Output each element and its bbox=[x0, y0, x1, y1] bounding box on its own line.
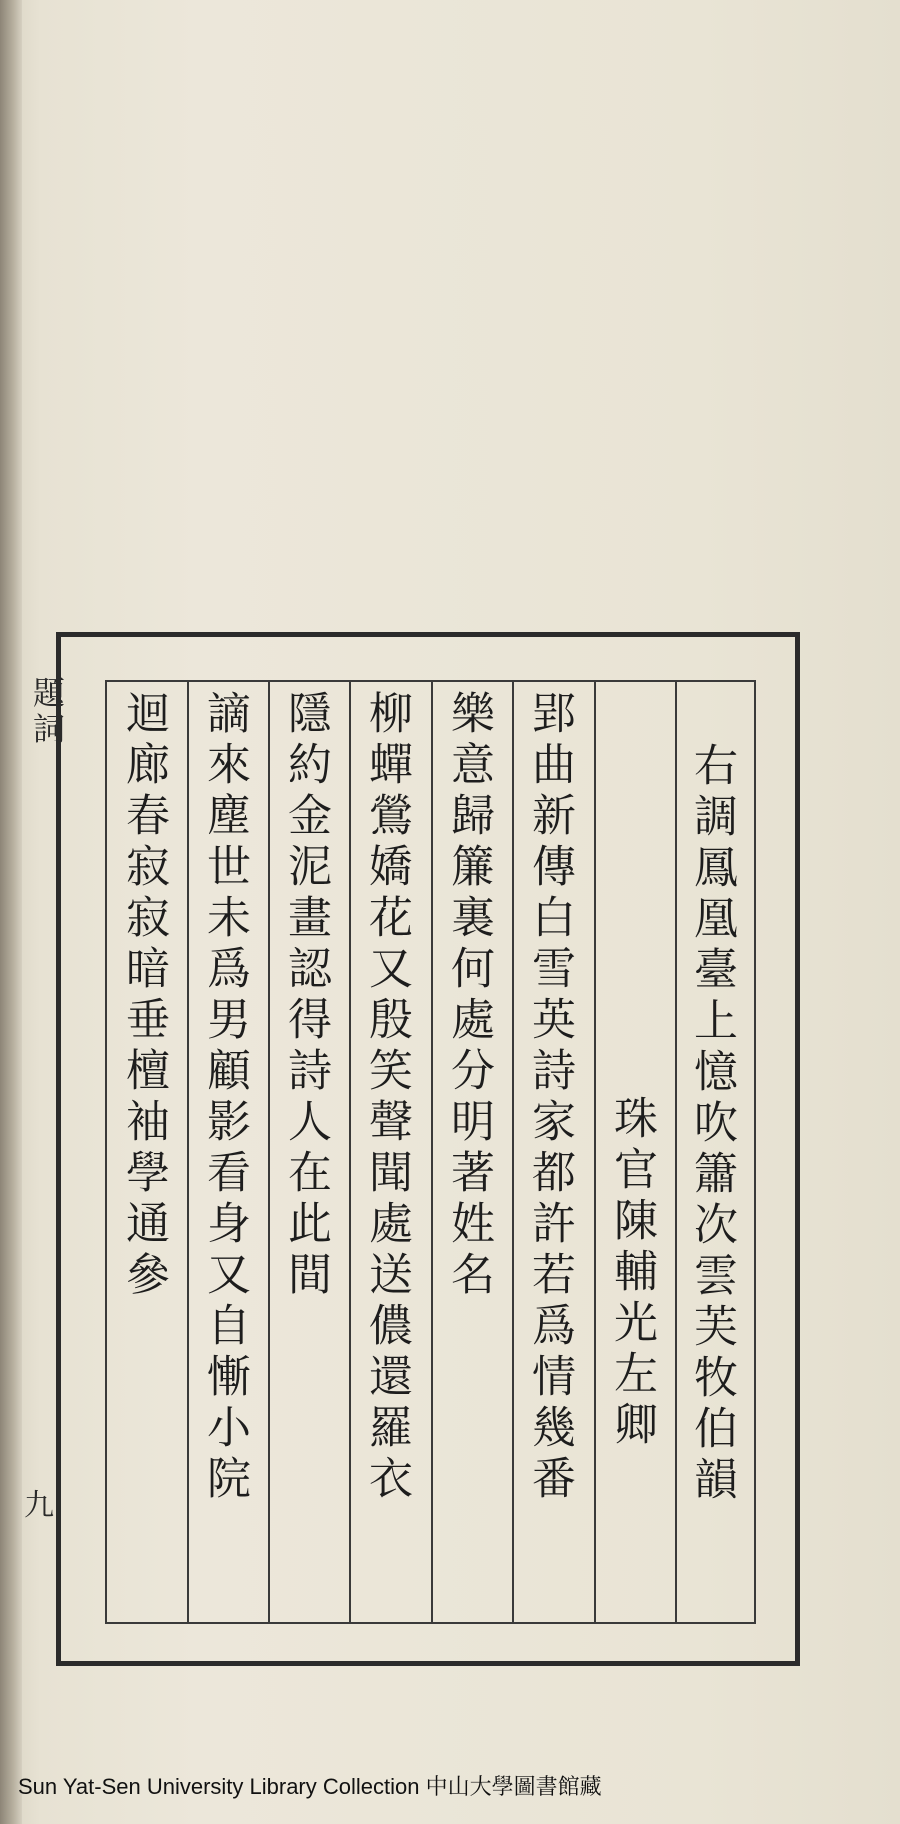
library-watermark: Sun Yat-Sen University Library Collection 中山大學圖書館藏 bbox=[18, 1774, 602, 1799]
text-column: 樂意歸簾裏何處分明著姓名 bbox=[443, 690, 494, 1302]
text-column-author: 珠官陳輔光左卿 bbox=[606, 1095, 657, 1452]
margin-title: 題詞 bbox=[28, 676, 66, 748]
text-column: 柳蟬鶯嬌花又殷笑聲聞處送儂還羅衣 bbox=[361, 690, 412, 1506]
text-column: 隱約金泥畫認得詩人在此間 bbox=[280, 690, 331, 1302]
text-column: 迴廊春寂寂暗垂檀袖學通參 bbox=[118, 690, 169, 1302]
book-spine-edge bbox=[0, 0, 22, 1824]
margin-page-number: 九 bbox=[24, 1488, 54, 1523]
text-column-title: 右調鳳凰臺上憶吹簫次雲芙牧伯韻 bbox=[686, 742, 737, 1507]
text-column: 謫來塵世未爲男顧影看身又自慚小院 bbox=[199, 690, 250, 1506]
text-column: 郢曲新傳白雪英詩家都許若爲情幾番 bbox=[524, 690, 575, 1506]
